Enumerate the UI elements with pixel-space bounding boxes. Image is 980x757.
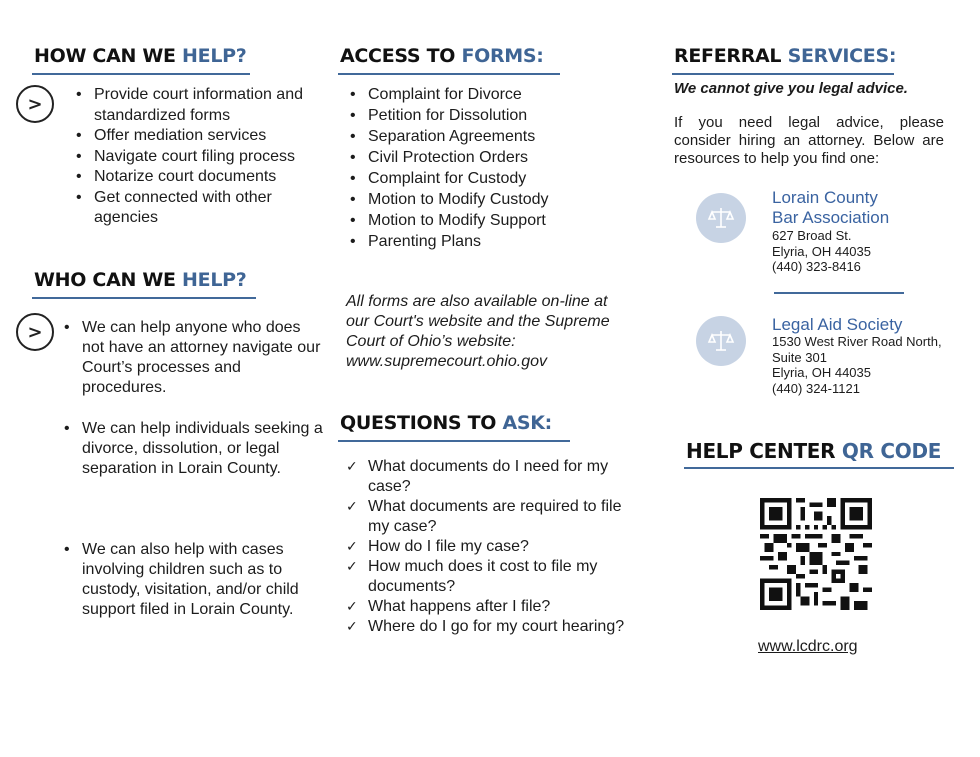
heading-prefix: REFERRAL [674, 45, 788, 67]
heading-accent: ASK: [502, 412, 552, 434]
chevron-right-icon[interactable]: > [16, 85, 54, 123]
checklist-item: ✓ What documents are required to file my case? [344, 497, 644, 537]
help-center-qr-heading [686, 439, 941, 463]
list-item: • Provide court information and standardized forms [70, 85, 320, 126]
forms-list [344, 84, 644, 252]
list-item: • We can help anyone who does not have an attorney navigate our Court’s processes and procedures. [64, 318, 324, 398]
access-to-forms-heading [340, 45, 544, 67]
org-name-line: Bar Association [772, 208, 890, 227]
divider [774, 292, 904, 294]
checklist-item: ✓ What documents do I need for my case? [344, 457, 644, 497]
list-item: • Offer mediation services [70, 126, 320, 147]
org-address: 627 Broad St. [772, 228, 852, 243]
list-item: • Get connected with other agencies [70, 188, 320, 229]
org-city: Elyria, OH 44035 [772, 365, 871, 380]
list-item: • Petition for Dissolution [344, 105, 644, 126]
chevron-right-icon[interactable]: > [16, 313, 54, 351]
legal-advice-disclaimer: We cannot give you legal advice. [674, 80, 908, 97]
heading-rule [672, 73, 894, 75]
list-item: • Complaint for Divorce [344, 84, 644, 105]
heading-rule [338, 73, 560, 75]
scales-of-justice-icon [696, 193, 746, 243]
referral-services-heading [674, 45, 896, 67]
heading-prefix: HELP CENTER [686, 439, 842, 463]
who-help-item [64, 540, 324, 620]
heading-prefix: WHO CAN WE [34, 269, 183, 291]
org-name-line: Legal Aid Society [772, 315, 903, 334]
list-item: • Separation Agreements [344, 126, 644, 147]
list-item: • We can also help with cases involving children such as to custody, visitation, and/or child support filed in Lorain County. [64, 540, 324, 620]
who-can-we-help-heading [34, 269, 246, 291]
heading-rule [32, 297, 256, 299]
list-item: • Navigate court filing process [70, 147, 320, 168]
org-name-lorain-bar [772, 188, 889, 228]
referral-intro: If you need legal advice, please consider hiring an attorney. Below are resources to help you find one: [674, 114, 944, 167]
org-address: 1530 West River Road North, [772, 334, 942, 349]
questions-to-ask-heading [340, 412, 552, 434]
org-suite: Suite 301 [772, 349, 827, 365]
heading-accent: QR CODE [841, 439, 942, 463]
column-middle [330, 0, 660, 757]
how-can-we-help-heading [34, 45, 246, 67]
checklist-item: ✓ What happens after I file? [344, 597, 644, 617]
list-item: • Notarize court documents [70, 167, 320, 188]
org-name-legal-aid [772, 315, 902, 335]
heading-prefix: HOW CAN WE [34, 45, 183, 67]
org-phone: (440) 324-1121 [772, 380, 860, 396]
online-forms-note: All forms are also available on-line at our Court's website and the Supreme Court of Ohio’s website: www.supremecourt.ohio.gov [346, 293, 610, 370]
list-item: • Motion to Modify Custody [344, 189, 644, 210]
list-item: • Motion to Modify Support [344, 210, 644, 231]
list-item: • Parenting Plans [344, 231, 644, 252]
list-item: • Complaint for Custody [344, 168, 644, 189]
heading-rule [338, 440, 570, 442]
heading-accent: HELP? [182, 269, 247, 291]
heading-prefix: QUESTIONS TO [340, 412, 503, 434]
how-help-list [70, 85, 320, 229]
heading-rule [32, 73, 250, 75]
checklist-item: ✓ How much does it cost to file my documents? [344, 557, 644, 597]
questions-list [344, 457, 644, 637]
who-help-item [64, 318, 324, 398]
checklist-item: ✓ How do I file my case? [344, 537, 644, 557]
list-item: • We can help individuals seeking a divorce, dissolution, or legal separation in Lorain County. [64, 419, 324, 479]
heading-accent: SERVICES: [787, 45, 897, 67]
org-details-legal-aid [772, 334, 942, 396]
who-help-item [64, 419, 324, 479]
org-city: Elyria, OH 44035 [772, 243, 871, 259]
checklist-item: ✓ Where do I go for my court hearing? [344, 617, 644, 637]
heading-accent: HELP? [182, 45, 247, 67]
column-right [660, 0, 980, 757]
org-details-lorain-bar [772, 228, 871, 275]
heading-accent: FORMS: [461, 45, 544, 67]
scales-of-justice-icon [696, 316, 746, 366]
list-item: • Civil Protection Orders [344, 147, 644, 168]
org-name-line: Lorain County [772, 188, 878, 207]
heading-prefix: ACCESS TO [340, 45, 462, 67]
heading-rule [684, 467, 954, 469]
column-left [0, 0, 330, 757]
website-link[interactable]: www.lcdrc.org [758, 638, 858, 655]
org-phone: (440) 323-8416 [772, 259, 861, 274]
qr-code-image[interactable] [760, 498, 872, 610]
